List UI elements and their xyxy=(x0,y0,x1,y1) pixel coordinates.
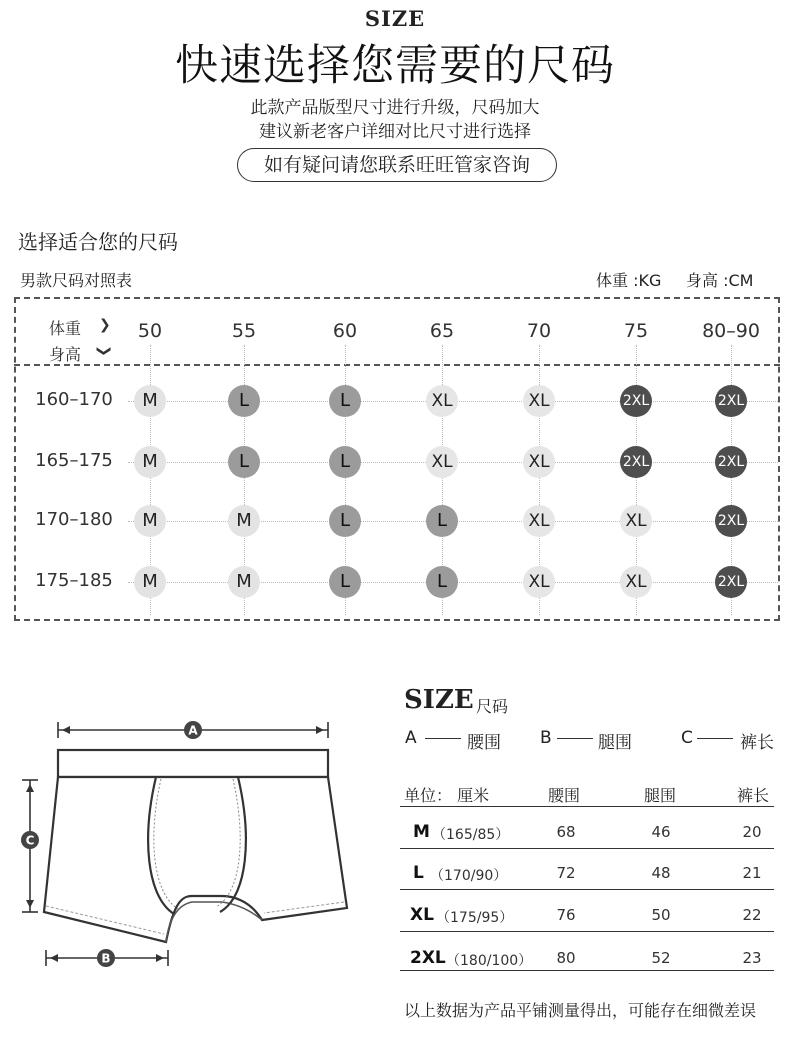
size-circle: 2XL xyxy=(620,446,652,478)
chevron-right-icon: ❯ xyxy=(99,317,111,333)
leg-value: 46 xyxy=(651,823,671,841)
waist-value: 76 xyxy=(556,906,576,924)
legend-c-text: 裤长 xyxy=(740,733,774,753)
size-circle: M xyxy=(134,385,166,417)
size-circle: L xyxy=(228,446,260,478)
legend-b-text: 腿围 xyxy=(598,733,632,753)
size-circle: L xyxy=(426,566,458,598)
height-row-0: 160–170 xyxy=(35,389,113,410)
size-circle: M xyxy=(134,566,166,598)
col-length: 裤长 xyxy=(737,786,770,805)
footnote: 以上数据为产品平铺测量得出，可能存在细微差误 xyxy=(404,1001,757,1020)
weight-col-2: 60 xyxy=(332,320,358,342)
notice-line-2: 建议新老客户详细对比尺寸进行选择 xyxy=(259,122,531,142)
chevron-down-icon: ❯ xyxy=(95,345,112,357)
weight-col-4: 70 xyxy=(526,320,552,342)
size-circle: M xyxy=(228,566,260,598)
unit-weight: 体重 :KG xyxy=(596,271,662,290)
size-circle: M xyxy=(134,446,166,478)
size-circle: 2XL xyxy=(715,385,747,417)
dimension-c-label: C xyxy=(25,833,35,848)
dimension-b-label: B xyxy=(101,951,111,966)
size-circle: M xyxy=(134,505,166,537)
table-rule xyxy=(400,848,774,849)
page-title: 快速选择您需要的尺码 xyxy=(175,41,615,91)
leg-value: 48 xyxy=(651,864,671,882)
size-spec: （165/85） xyxy=(432,827,510,843)
table-rule xyxy=(400,806,774,807)
boxer-diagram xyxy=(14,716,354,976)
dimension-a-label: A xyxy=(188,723,198,738)
size-circle: L xyxy=(329,385,361,417)
col-leg: 腿围 xyxy=(644,786,677,805)
height-row-3: 175–185 xyxy=(35,570,113,591)
size-circle: XL xyxy=(620,505,652,537)
size-circle: L xyxy=(329,566,361,598)
weight-col-6: 80–90 xyxy=(702,320,760,342)
size-code: 2XL xyxy=(410,948,446,968)
size-circle: 2XL xyxy=(715,446,747,478)
size-code: XL xyxy=(410,905,434,925)
size-circle: L xyxy=(426,505,458,537)
notice-line-1: 此款产品版型尺寸进行升级，尺码加大 xyxy=(250,98,540,118)
size-circle: XL xyxy=(523,446,555,478)
length-value: 20 xyxy=(742,823,762,841)
section-title: 选择适合您的尺码 xyxy=(18,230,178,254)
height-row-2: 170–180 xyxy=(35,509,113,530)
size-table-title-cn: 尺码 xyxy=(476,697,509,716)
table-rule xyxy=(400,931,774,932)
size-circle: XL xyxy=(523,385,555,417)
contact-pill[interactable]: 如有疑问请您联系旺旺管家咨询 xyxy=(237,148,557,182)
size-circle: XL xyxy=(426,446,458,478)
length-value: 23 xyxy=(742,949,762,967)
legend-b-line xyxy=(557,738,593,739)
size-circle: XL xyxy=(523,566,555,598)
table-rule xyxy=(400,970,774,971)
weight-col-3: 65 xyxy=(429,320,455,342)
size-spec: （170/90） xyxy=(430,868,508,884)
size-circle: 2XL xyxy=(620,385,652,417)
leg-value: 50 xyxy=(651,906,671,924)
size-circle: 2XL xyxy=(715,505,747,537)
size-circle: L xyxy=(228,385,260,417)
waist-value: 72 xyxy=(556,864,576,882)
table-title: 男款尺码对照表 xyxy=(20,271,133,290)
size-circle: L xyxy=(329,446,361,478)
table-rule xyxy=(400,889,774,890)
size-spec: （180/100） xyxy=(446,953,533,969)
legend-a-letter: A xyxy=(405,728,417,748)
legend-a-line xyxy=(425,738,461,739)
leg-value: 52 xyxy=(651,949,671,967)
size-circle: L xyxy=(329,505,361,537)
size-heading: SIZE xyxy=(364,6,426,31)
weight-col-1: 55 xyxy=(231,320,257,342)
length-value: 21 xyxy=(742,864,762,882)
col-unit: 单位： 厘米 xyxy=(404,786,490,805)
size-circle: 2XL xyxy=(715,566,747,598)
size-code: M xyxy=(413,822,430,842)
size-chart-box xyxy=(14,297,780,621)
unit-height: 身高 :CM xyxy=(686,271,754,290)
weight-axis-label: 体重 xyxy=(49,319,82,338)
weight-col-5: 75 xyxy=(623,320,649,342)
size-spec: （175/95） xyxy=(436,910,514,926)
chart-divider xyxy=(14,364,780,366)
legend-b-letter: B xyxy=(540,728,552,748)
height-row-1: 165–175 xyxy=(35,450,113,471)
length-value: 22 xyxy=(742,906,762,924)
waist-value: 80 xyxy=(556,949,576,967)
size-circle: XL xyxy=(620,566,652,598)
waist-value: 68 xyxy=(556,823,576,841)
legend-c-line xyxy=(697,738,733,739)
legend-c-letter: C xyxy=(681,728,693,748)
height-axis-label: 身高 xyxy=(49,345,82,364)
size-circle: XL xyxy=(523,505,555,537)
weight-col-0: 50 xyxy=(137,320,163,342)
size-circle: XL xyxy=(426,385,458,417)
size-circle: M xyxy=(228,505,260,537)
size-table-title: SIZE xyxy=(404,685,474,715)
legend-a-text: 腰围 xyxy=(467,733,501,753)
col-waist: 腰围 xyxy=(548,786,581,805)
size-code: L xyxy=(413,863,424,883)
